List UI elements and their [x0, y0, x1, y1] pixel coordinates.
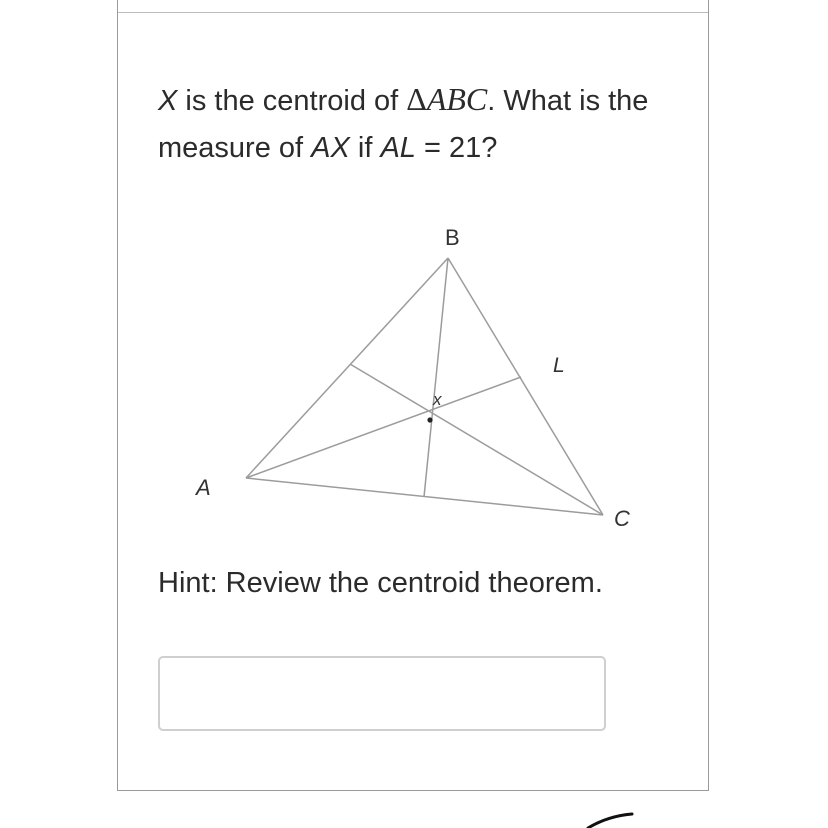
- pen-scribble-icon: [580, 808, 640, 828]
- centroid-point: [427, 417, 432, 422]
- question-part-1: is the centroid of: [177, 85, 407, 117]
- variable-x: X: [158, 85, 178, 117]
- triangle-diagram: [180, 205, 660, 545]
- label-l: L: [553, 354, 565, 377]
- hint-text: Hint: Review the centroid theorem.: [158, 567, 603, 599]
- label-c: C: [614, 506, 630, 531]
- segment-al: AL: [380, 132, 416, 164]
- card-divider: [118, 12, 708, 13]
- side-ab: [246, 258, 448, 478]
- label-x: x: [433, 390, 442, 409]
- triangle-figure: [180, 205, 660, 545]
- segment-ax: AX: [311, 132, 350, 164]
- question-part-2: . What is the measure of: [158, 85, 649, 164]
- triangle-symbol: Δ: [406, 81, 427, 117]
- triangle-notation: [406, 81, 487, 117]
- question-text: [158, 76, 678, 172]
- median-b: [424, 258, 448, 497]
- label-a: A: [196, 475, 211, 500]
- label-b: B: [445, 225, 460, 250]
- median-al: [246, 377, 521, 478]
- question-part-3: if: [349, 132, 381, 164]
- triangle-name: ABC: [426, 81, 488, 117]
- side-bc: [448, 258, 603, 515]
- question-part-4: = 21?: [415, 132, 498, 164]
- answer-input[interactable]: [158, 656, 606, 731]
